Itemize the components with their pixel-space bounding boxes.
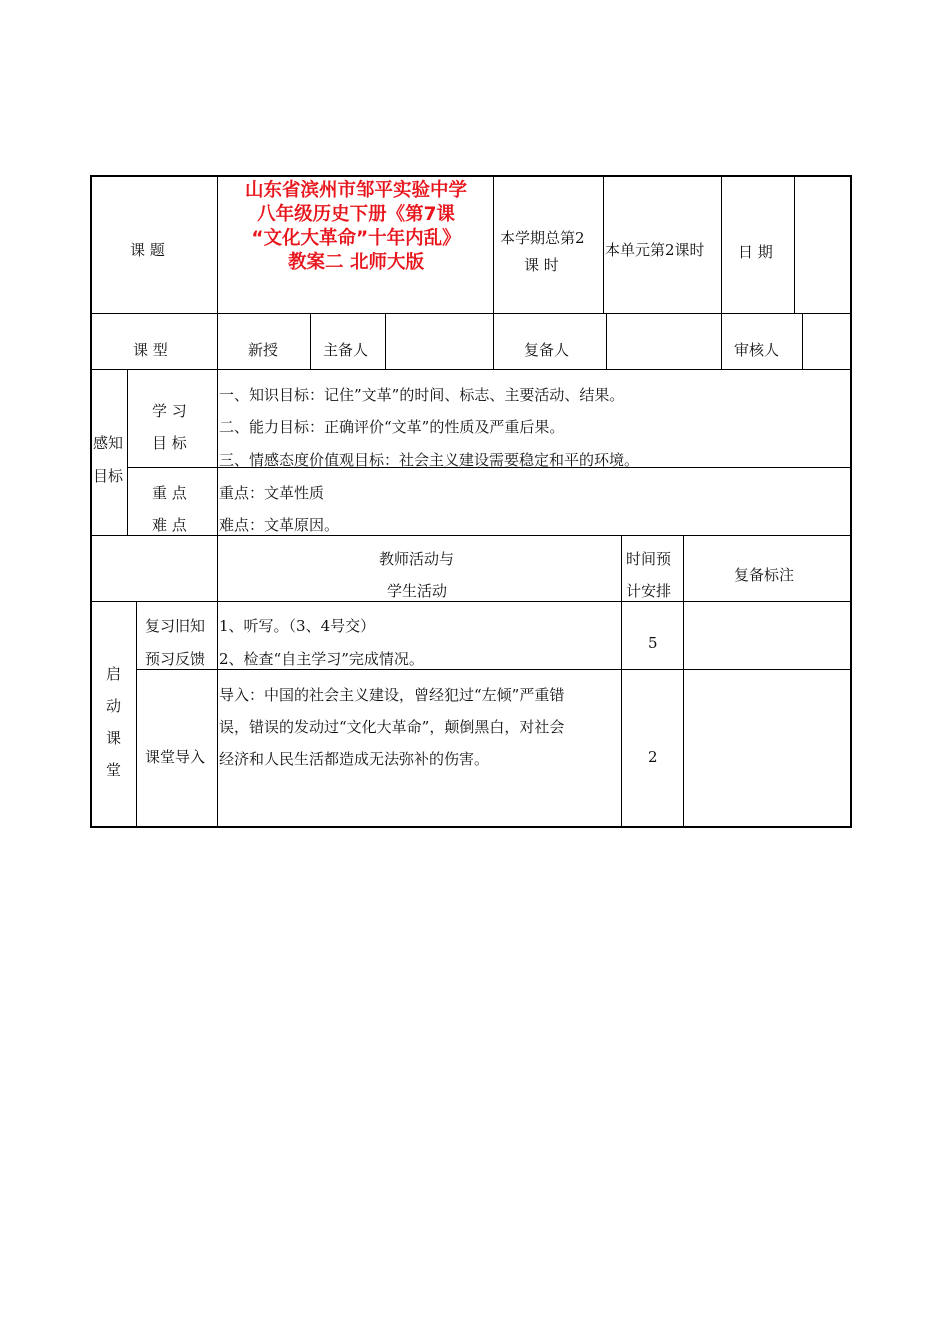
intro-label: 课堂导入: [145, 748, 206, 766]
date-label: 日 期: [738, 243, 773, 261]
type-value: 新授: [248, 341, 279, 359]
preparer-label: 主备人: [323, 341, 369, 359]
study-goals-label-2: 目 标: [152, 434, 187, 452]
rule: [90, 313, 852, 314]
lesson-label: 课 题: [130, 241, 165, 259]
section-label-goals-2: 目标: [93, 467, 124, 485]
rule: [127, 369, 128, 535]
title-line: 山东省滨州市邹平实验中学: [244, 180, 467, 201]
key-label-1: 重 点: [152, 484, 187, 502]
intro-content: 误，错误的发动过“文化大革命”，颠倒黑白，对社会: [219, 718, 565, 736]
rule: [217, 175, 218, 313]
rule: [217, 369, 218, 535]
start-label-char: 堂: [106, 761, 122, 779]
title-line: “文化大革命”十年内乱》: [251, 228, 461, 249]
rule: [606, 313, 607, 369]
lesson-title: [219, 179, 493, 275]
key-label-2: 难 点: [152, 516, 187, 534]
title-line: 教案二 北师大版: [288, 252, 424, 273]
unit-count: 本单元第2课时: [605, 241, 705, 259]
review-label: 复备人: [524, 341, 570, 359]
rule: [217, 535, 218, 601]
goal-item: 二、能力目标：正确评价“文革”的性质及严重后果。: [219, 418, 565, 436]
rule: [90, 369, 852, 370]
rule-top: [90, 175, 852, 177]
rule: [794, 175, 795, 313]
intro-time: 2: [648, 748, 658, 766]
goal-item: 三、情感态度价值观目标：社会主义建设需要稳定和平的环境。: [219, 451, 640, 469]
rule-bottom: [90, 826, 852, 828]
rule: [493, 313, 494, 369]
type-label: 课 型: [133, 341, 168, 359]
rule: [721, 175, 722, 313]
time-header-2: 计安排: [626, 582, 672, 600]
notes-header: 复备标注: [734, 566, 795, 584]
semester-count-line1: 本学期总第2: [500, 229, 585, 247]
semester-count-line2: 课 时: [524, 256, 559, 274]
rule: [621, 601, 622, 827]
rule-left: [90, 175, 92, 828]
start-label-char: 动: [106, 697, 122, 715]
rule-right: [850, 175, 852, 828]
review-content: 1、听写。（3、4号交）: [219, 617, 376, 635]
review-content: 2、检查“自主学习”完成情况。: [219, 650, 424, 668]
activity-header-1: 教师活动与: [379, 550, 455, 568]
rule: [721, 313, 722, 369]
rule: [90, 535, 852, 536]
start-label-char: 课: [106, 729, 122, 747]
rule: [621, 535, 622, 601]
rule: [493, 175, 494, 313]
review-label-1: 复习旧知: [145, 617, 206, 635]
rule: [310, 313, 311, 369]
difficult-point: 难点：文革原因。: [219, 516, 340, 534]
rule: [217, 601, 218, 827]
auditor-label: 审核人: [734, 341, 780, 359]
rule: [90, 601, 852, 602]
key-point: 重点：文革性质: [219, 484, 325, 502]
section-label-goals-1: 感知: [93, 434, 124, 452]
intro-content: 经济和人民生活都造成无法弥补的伤害。: [219, 750, 490, 768]
rule: [385, 313, 386, 369]
rule: [802, 313, 803, 369]
rule: [683, 535, 684, 601]
goal-item: 一、知识目标：记住”文革”的时间、标志、主要活动、结果。: [219, 386, 625, 404]
rule: [217, 313, 218, 369]
activity-header-2: 学生活动: [387, 582, 448, 600]
rule: [683, 601, 684, 827]
review-time: 5: [648, 634, 658, 652]
intro-content: 导入：中国的社会主义建设，曾经犯过“左倾”严重错: [219, 686, 565, 704]
start-label-char: 启: [106, 665, 122, 683]
rule: [136, 669, 852, 670]
review-label-2: 预习反馈: [145, 650, 206, 668]
study-goals-label-1: 学 习: [152, 402, 187, 420]
rule: [603, 175, 604, 313]
rule: [136, 601, 137, 827]
time-header-1: 时间预: [626, 550, 672, 568]
title-line: 八年级历史下册《第7课: [257, 204, 455, 225]
